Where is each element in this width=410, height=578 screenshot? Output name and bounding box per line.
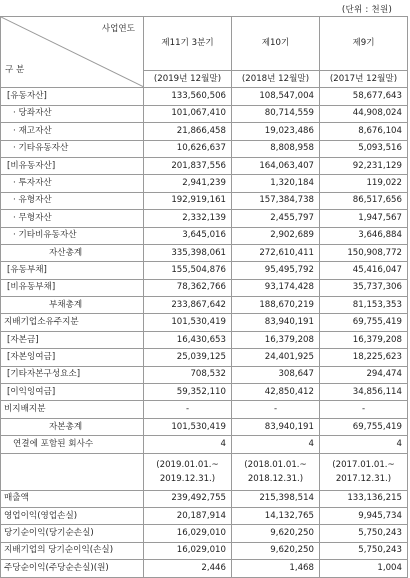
value-cell: 25,039,125 bbox=[144, 349, 232, 366]
period-range-row bbox=[1, 453, 408, 490]
row-label: · 기타비유동자산 bbox=[1, 227, 144, 244]
period-start: (2017.01.01.~ bbox=[332, 459, 395, 470]
value-cell: 133,136,215 bbox=[320, 490, 408, 507]
date-header: (2019년 12월말) bbox=[144, 71, 232, 88]
value-cell: 35,737,306 bbox=[320, 279, 408, 296]
row-label: 지배기업소유주지분 bbox=[1, 314, 144, 331]
value-cell: 215,398,514 bbox=[232, 490, 320, 507]
value-cell: 24,401,925 bbox=[232, 349, 320, 366]
table-row bbox=[1, 262, 408, 279]
value-cell: 81,153,353 bbox=[320, 297, 408, 314]
value-cell: 101,530,419 bbox=[144, 418, 232, 435]
value-cell: 19,023,486 bbox=[232, 123, 320, 140]
row-label: · 재고자산 bbox=[1, 123, 144, 140]
row-label: [유동부채] bbox=[1, 262, 144, 279]
value-cell: 1,004 bbox=[320, 560, 408, 577]
row-label: 자본총계 bbox=[1, 418, 144, 435]
table-row bbox=[1, 366, 408, 383]
value-cell: 3,646,884 bbox=[320, 227, 408, 244]
value-cell: 9,620,250 bbox=[232, 542, 320, 559]
table-row bbox=[1, 297, 408, 314]
value-cell: - bbox=[232, 401, 320, 418]
value-cell: 5,750,243 bbox=[320, 525, 408, 542]
value-cell: 192,919,161 bbox=[144, 192, 232, 209]
period-header: 제9기 bbox=[320, 17, 408, 71]
empty-cell bbox=[1, 453, 144, 490]
value-cell: 1,320,184 bbox=[232, 175, 320, 192]
value-cell: 188,670,219 bbox=[232, 297, 320, 314]
table-row bbox=[1, 436, 408, 453]
table-row bbox=[1, 331, 408, 348]
value-cell: 239,492,755 bbox=[144, 490, 232, 507]
income-row bbox=[1, 560, 408, 577]
value-cell: 164,063,407 bbox=[232, 157, 320, 174]
value-cell: 3,645,016 bbox=[144, 227, 232, 244]
period-header: 제10기 bbox=[232, 17, 320, 71]
row-label: · 무형자산 bbox=[1, 210, 144, 227]
row-label: 영업이익(영업손실) bbox=[1, 507, 144, 524]
value-cell: 16,379,208 bbox=[320, 331, 408, 348]
value-cell: 4 bbox=[144, 436, 232, 453]
value-cell: 93,174,428 bbox=[232, 279, 320, 296]
value-cell: 80,714,559 bbox=[232, 105, 320, 122]
value-cell: 201,837,556 bbox=[144, 157, 232, 174]
value-cell: 294,474 bbox=[320, 366, 408, 383]
value-cell: 4 bbox=[232, 436, 320, 453]
value-cell: 18,225,623 bbox=[320, 349, 408, 366]
income-row bbox=[1, 542, 408, 559]
table-row bbox=[1, 88, 408, 105]
header-row bbox=[1, 17, 408, 71]
value-cell: 78,362,766 bbox=[144, 279, 232, 296]
value-cell: 86,517,656 bbox=[320, 192, 408, 209]
row-label: 주당순이익(주당순손실)(원) bbox=[1, 560, 144, 577]
period-end: 2019.12.31.) bbox=[159, 473, 216, 484]
row-label: [자본잉여금] bbox=[1, 349, 144, 366]
row-label: 매출액 bbox=[1, 490, 144, 507]
period-range-cell bbox=[320, 453, 408, 490]
period-range-cell bbox=[232, 453, 320, 490]
value-cell: 1,947,567 bbox=[320, 210, 408, 227]
value-cell: 92,231,129 bbox=[320, 157, 408, 174]
income-row bbox=[1, 507, 408, 524]
table-row bbox=[1, 384, 408, 401]
table-row bbox=[1, 401, 408, 418]
value-cell: 95,495,792 bbox=[232, 262, 320, 279]
value-cell: 2,455,797 bbox=[232, 210, 320, 227]
corner-top-label: 사업연도 bbox=[101, 24, 135, 34]
period-end: 2018.12.31.) bbox=[247, 473, 304, 484]
value-cell: 157,384,738 bbox=[232, 192, 320, 209]
table-row bbox=[1, 244, 408, 261]
table-row bbox=[1, 314, 408, 331]
row-label: 지배기업의 당기순이익(손실) bbox=[1, 542, 144, 559]
row-label: [유동자산] bbox=[1, 88, 144, 105]
table-row bbox=[1, 105, 408, 122]
value-cell: 2,446 bbox=[144, 560, 232, 577]
period-start: (2019.01.01.~ bbox=[156, 459, 219, 470]
value-cell: 16,029,010 bbox=[144, 525, 232, 542]
table-row bbox=[1, 192, 408, 209]
value-cell: 34,856,114 bbox=[320, 384, 408, 401]
corner-header bbox=[1, 17, 144, 88]
row-label: [이익잉여금] bbox=[1, 384, 144, 401]
row-label: 부채총계 bbox=[1, 297, 144, 314]
row-label: [비유동부채] bbox=[1, 279, 144, 296]
corner-bottom-label: 구 분 bbox=[5, 65, 25, 76]
row-label: [기타자본구성요소] bbox=[1, 366, 144, 383]
value-cell: 9,620,250 bbox=[232, 525, 320, 542]
value-cell: 45,416,047 bbox=[320, 262, 408, 279]
value-cell: 133,560,506 bbox=[144, 88, 232, 105]
value-cell: 69,755,419 bbox=[320, 314, 408, 331]
value-cell: 8,808,958 bbox=[232, 140, 320, 157]
value-cell: 708,532 bbox=[144, 366, 232, 383]
value-cell: 69,755,419 bbox=[320, 418, 408, 435]
value-cell: 10,626,637 bbox=[144, 140, 232, 157]
date-header: (2018년 12월말) bbox=[232, 71, 320, 88]
table-row bbox=[1, 175, 408, 192]
financial-summary-table bbox=[0, 16, 408, 578]
row-label: 연결에 포함된 회사수 bbox=[1, 436, 144, 453]
value-cell: 42,850,412 bbox=[232, 384, 320, 401]
table-row bbox=[1, 227, 408, 244]
row-label: [자본금] bbox=[1, 331, 144, 348]
row-label: · 당좌자산 bbox=[1, 105, 144, 122]
value-cell: 1,468 bbox=[232, 560, 320, 577]
value-cell: 8,676,104 bbox=[320, 123, 408, 140]
value-cell: 16,029,010 bbox=[144, 542, 232, 559]
value-cell: 2,941,239 bbox=[144, 175, 232, 192]
table-row bbox=[1, 349, 408, 366]
value-cell: 101,067,410 bbox=[144, 105, 232, 122]
date-header: (2017년 12월말) bbox=[320, 71, 408, 88]
unit-label: (단위 : 천원) bbox=[341, 5, 392, 15]
period-end: 2017.12.31.) bbox=[335, 473, 392, 484]
income-row bbox=[1, 525, 408, 542]
value-cell: 59,352,110 bbox=[144, 384, 232, 401]
period-header: 제11기 3분기 bbox=[144, 17, 232, 71]
income-row bbox=[1, 490, 408, 507]
table-row bbox=[1, 140, 408, 157]
value-cell: 108,547,004 bbox=[232, 88, 320, 105]
value-cell: 2,332,139 bbox=[144, 210, 232, 227]
row-label: · 유형자산 bbox=[1, 192, 144, 209]
value-cell: 44,908,024 bbox=[320, 105, 408, 122]
period-range-cell bbox=[144, 453, 232, 490]
table-row bbox=[1, 157, 408, 174]
value-cell: 9,945,734 bbox=[320, 507, 408, 524]
value-cell: 58,677,643 bbox=[320, 88, 408, 105]
value-cell: 83,940,191 bbox=[232, 418, 320, 435]
row-label: 비지배지분 bbox=[1, 401, 144, 418]
value-cell: - bbox=[144, 401, 232, 418]
value-cell: 16,430,653 bbox=[144, 331, 232, 348]
row-label: · 투자자산 bbox=[1, 175, 144, 192]
value-cell: 308,647 bbox=[232, 366, 320, 383]
value-cell: 233,867,642 bbox=[144, 297, 232, 314]
value-cell: 14,132,765 bbox=[232, 507, 320, 524]
table-row bbox=[1, 418, 408, 435]
row-label: 당기순이익(당기순손실) bbox=[1, 525, 144, 542]
value-cell: 119,022 bbox=[320, 175, 408, 192]
value-cell: 150,908,772 bbox=[320, 244, 408, 261]
value-cell: 5,750,243 bbox=[320, 542, 408, 559]
value-cell: 2,902,689 bbox=[232, 227, 320, 244]
value-cell: 20,187,914 bbox=[144, 507, 232, 524]
table-row bbox=[1, 279, 408, 296]
value-cell: 16,379,208 bbox=[232, 331, 320, 348]
table-row bbox=[1, 210, 408, 227]
row-label: 자산총계 bbox=[1, 244, 144, 261]
row-label: [비유동자산] bbox=[1, 157, 144, 174]
row-label: · 기타유동자산 bbox=[1, 140, 144, 157]
value-cell: 83,940,191 bbox=[232, 314, 320, 331]
value-cell: 101,530,419 bbox=[144, 314, 232, 331]
value-cell: 272,610,411 bbox=[232, 244, 320, 261]
value-cell: 155,504,876 bbox=[144, 262, 232, 279]
value-cell: - bbox=[320, 401, 408, 418]
value-cell: 21,866,458 bbox=[144, 123, 232, 140]
period-start: (2018.01.01.~ bbox=[244, 459, 307, 470]
table-row bbox=[1, 123, 408, 140]
value-cell: 335,398,061 bbox=[144, 244, 232, 261]
value-cell: 4 bbox=[320, 436, 408, 453]
value-cell: 5,093,516 bbox=[320, 140, 408, 157]
